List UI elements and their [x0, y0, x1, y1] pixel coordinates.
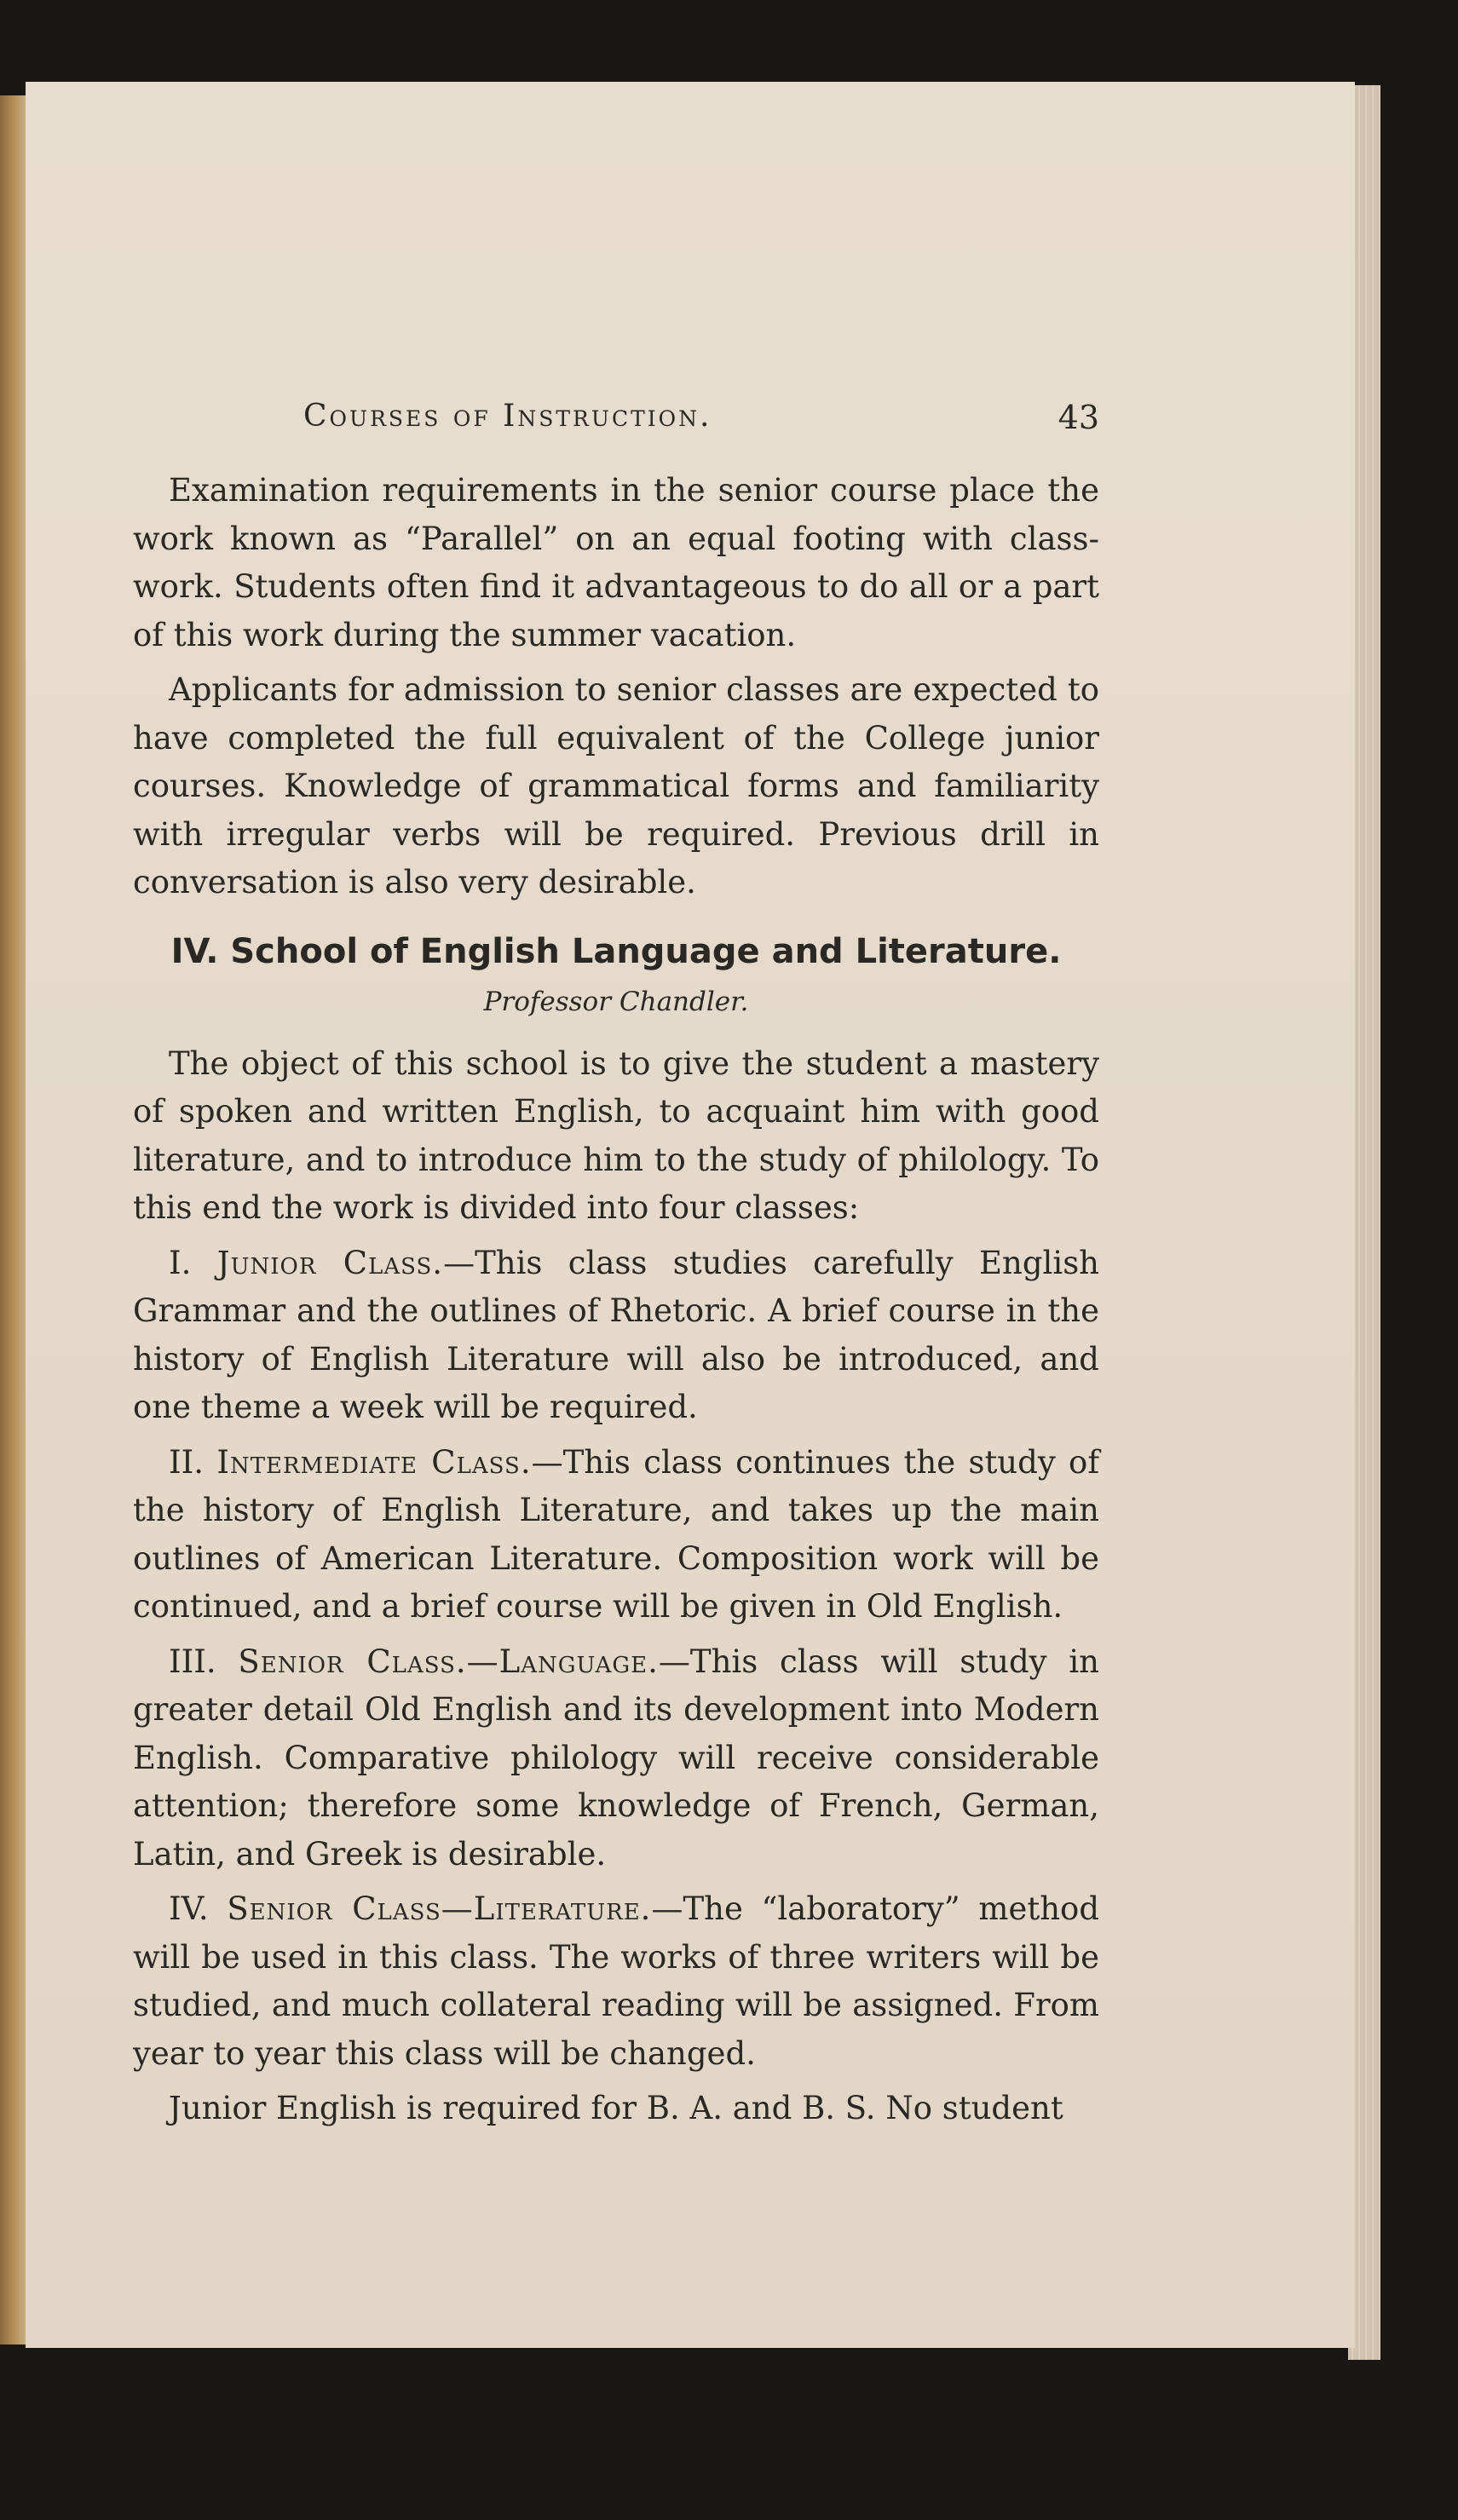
- class-numeral: IV.: [169, 1890, 209, 1927]
- class-numeral: II.: [169, 1443, 204, 1481]
- running-title: Courses of Instruction.: [303, 399, 712, 434]
- class-senior-language: [133, 1638, 1099, 1879]
- class-description: —The “laboratory” method will be used in this class. The works of three writers will be studied, and much collateral reading will be assigned. From year to year this class will be changed.: [133, 1890, 1099, 2072]
- book-page: [26, 82, 1355, 2348]
- class-subname: —Language.: [466, 1643, 659, 1680]
- class-description: —This class studies carefully English Grammar and the outlines of Rhetoric. A brief course in the history of English Literature will also be introduced, and one theme a week will be required.: [133, 1244, 1100, 1425]
- paragraph-requirements: Junior English is required for B. A. and B. S. No student: [169, 2090, 1063, 2126]
- body-text: [133, 467, 1099, 2140]
- page-number: 43: [1057, 399, 1099, 436]
- class-numeral: III.: [169, 1643, 216, 1680]
- paragraph-senior-admission: Applicants for admission to senior classes are expected to have completed the full equivalent of the College junior courses. Knowledge of grammatical forms and familiarity with irregular verbs will be required. Previous drill in conversation is also very desirable.: [133, 671, 1099, 900]
- class-name: Junior Class.: [216, 1244, 444, 1281]
- class-junior: [133, 1240, 1099, 1432]
- class-description: —This class will study in greater detail Old English and its development into Modern English. Comparative philology will receive considerable attention; therefore some knowledge of French, German, Latin, and Greek is desirable.: [133, 1643, 1099, 1873]
- class-senior-literature: [133, 1885, 1099, 2078]
- class-description: —This class continues the study of the history of English Literature, and takes up the main outlines of American Literature. Composition work will be continued, and a brief course will be given in Old English.: [133, 1443, 1100, 1625]
- paragraph-school-intro: The object of this school is to give the student a mastery of spoken and written English, to acquaint him with good literature, and to introduce him to the study of philology. To this end the work is divided into four classes:: [133, 1044, 1099, 1226]
- class-name: Senior Class: [227, 1890, 441, 1927]
- running-head: [133, 399, 1099, 446]
- class-name: Intermediate Class.: [216, 1443, 532, 1481]
- section-heading: IV. School of English Language and Literature.: [170, 931, 1062, 971]
- class-intermediate: [133, 1439, 1099, 1631]
- class-name: Senior Class.: [238, 1643, 467, 1680]
- class-subname: —Literature.: [441, 1890, 652, 1927]
- professor-byline: Professor Chandler.: [483, 986, 749, 1017]
- paragraph-parallel-work: Examination requirements in the senior course place the work known as “Parallel” on an equal footing with class-work. Students often find it advantageous to do all or a part of this work during the summer vacation.: [133, 472, 1099, 653]
- class-numeral: I.: [169, 1244, 192, 1281]
